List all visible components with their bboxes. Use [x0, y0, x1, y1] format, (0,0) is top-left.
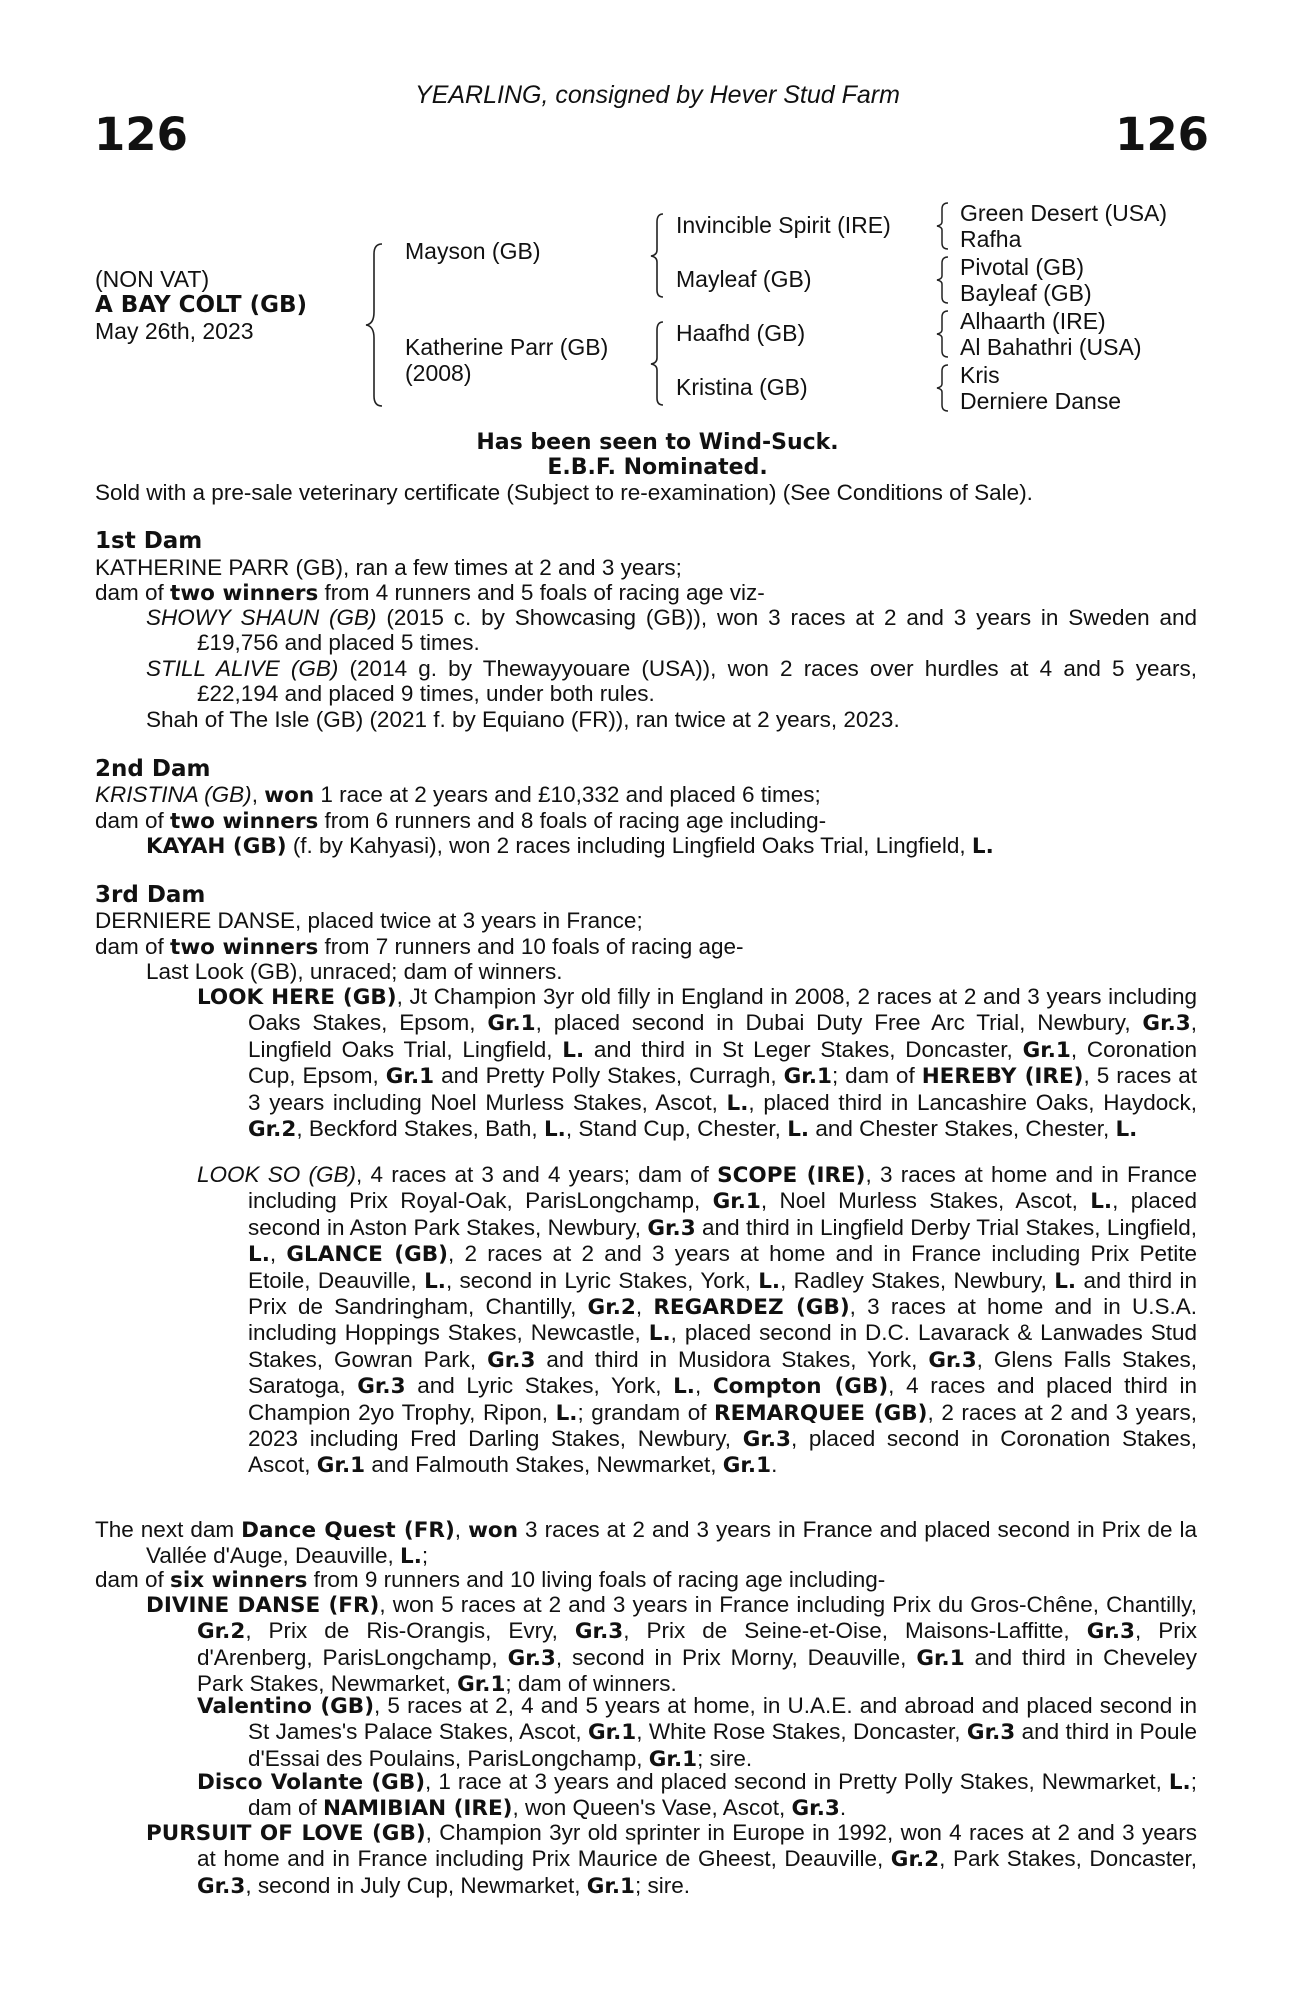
text-segment: , placed second in Aston Park Stakes, Newbury, [248, 1188, 1197, 1240]
bold-segment: NAMIBIAN (IRE) [323, 1796, 513, 1822]
text-segment: ; sire. [697, 1745, 753, 1771]
pedigree-brace-dam [645, 318, 675, 408]
text-segment: and third in St Leger Stakes, Doncaster, [584, 1036, 1023, 1062]
bold-segment: Gr.1 [712, 1189, 761, 1215]
ancestor-6: Al Bahathri (USA) [960, 334, 1142, 360]
text-segment: , Stand Cup, Chester, [565, 1116, 788, 1142]
third-dam-heading: 3rd Dam [95, 882, 206, 908]
dam-dam: Kristina (GB) [676, 374, 808, 400]
bold-segment: Gr.1 [586, 1873, 636, 1899]
text-segment: , [635, 1294, 654, 1320]
bold-segment: L. [1054, 1268, 1077, 1294]
bold-segment: L. [555, 1400, 578, 1426]
text-segment: , 3 races at home and in France including Prix Royal-Oak, ParisLongchamp, [248, 1162, 1198, 1214]
text-segment: , White Rose Stakes, Doncaster, [636, 1719, 967, 1745]
dam-name: Katherine Parr (GB) [405, 334, 609, 360]
ancestor-5: Alhaarth (IRE) [960, 308, 1106, 334]
ancestor-4: Bayleaf (GB) [960, 280, 1092, 306]
bold-segment: L. [543, 1117, 566, 1143]
bold-segment: L. [1115, 1117, 1138, 1143]
text-segment: and third in Cheveley Park Stakes, Newmarket, [197, 1644, 1197, 1697]
bold-segment: REGARDEZ (GB) [653, 1295, 850, 1321]
next-dam-line-2: dam of six winners from 9 runners and 10 living foals of racing age including- [95, 1567, 886, 1593]
bold-segment: Gr.1 [722, 1453, 772, 1479]
sire: Mayson (GB) [405, 238, 541, 264]
next-dam-progeny-pursuit-of-love [146, 1820, 1197, 1899]
bold-segment: Gr.1 [487, 1011, 536, 1037]
italic-segment: LOOK SO (GB) [197, 1162, 356, 1187]
ancestor-3: Pivotal (GB) [960, 254, 1084, 280]
ancestor-2: Rafha [960, 226, 1022, 252]
bold-segment: Gr.2 [248, 1117, 297, 1143]
text-segment: and third in Musidora Stakes, York, [535, 1346, 929, 1372]
text-segment: and third in Poule d'Essai des Poulains, ParisLongchamp, [248, 1719, 1198, 1771]
bold-segment: L. [248, 1242, 270, 1268]
next-dam-grandprogeny-valentino [197, 1693, 1198, 1772]
third-dam-grandprogeny-look-so [197, 1162, 1198, 1479]
second-dam-progeny-1: KAYAH (GB) (f. by Kahyasi), won 2 races including Lingfield Oaks Trial, Lingfield, L. [146, 833, 994, 859]
ancestor-1: Green Desert (USA) [960, 200, 1168, 226]
bold-segment: Compton (GB) [712, 1374, 889, 1400]
bold-segment: Gr.3 [1086, 1619, 1135, 1645]
bold-segment: Gr.3 [791, 1796, 840, 1822]
bold-segment: Gr.3 [197, 1873, 246, 1899]
bold-segment: Gr.1 [916, 1645, 965, 1671]
text-segment: , 3 races at home and in U.S.A. including Hoppings Stakes, Newcastle, [248, 1294, 1197, 1346]
next-dam-progeny-divine-danse [146, 1592, 1197, 1698]
text-segment: , [269, 1241, 287, 1267]
text-segment: , Park Stakes, Doncaster, [939, 1846, 1197, 1872]
text-segment: ; dam of [831, 1063, 922, 1089]
text-segment: ; dam of [248, 1769, 1197, 1821]
bold-segment: REMARQUEE (GB) [714, 1400, 928, 1426]
bold-segment: Gr.3 [574, 1619, 624, 1645]
text-segment: , won 5 races at 2 and 3 years in France including Prix du Gros-Chêne, Chantilly, [379, 1592, 1197, 1617]
bold-segment: Valentino (GB) [197, 1694, 375, 1719]
text-segment: . [839, 1795, 847, 1821]
bold-segment: Gr.3 [742, 1427, 792, 1453]
text-segment: , Noel Murless Stakes, Ascot, [760, 1188, 1091, 1214]
third-dam-grandprogeny-look-here [197, 984, 1197, 1143]
third-dam-progeny-1: Last Look (GB), unraced; dam of winners. [146, 959, 563, 984]
text-segment: , 4 races at 3 and 4 years; dam of [355, 1162, 718, 1187]
text-segment: , second in July Cup, Newmarket, [245, 1872, 587, 1898]
bold-segment: Gr.3 [966, 1720, 1016, 1746]
next-dam-intro [95, 1517, 1197, 1570]
brace-g4 [932, 362, 958, 414]
second-dam-line-1: KRISTINA (GB), won 1 race at 2 years and £10,332 and placed 6 times; [95, 782, 821, 808]
text-segment: , Prix de Seine-et-Oise, Maisons-Laffitte, [623, 1618, 1087, 1644]
text-segment: , placed second in D.C. Lavarack & Lanwades Stud Stakes, Gowran Park, [248, 1320, 1197, 1372]
bold-segment: GLANCE (GB) [286, 1242, 448, 1268]
vat-status: (NON VAT) [95, 266, 210, 292]
text-segment: 3 races at 2 and 3 years in France and placed second in Prix de la Vallée d'Auge, Deauville, [146, 1517, 1197, 1569]
first-dam-line-2: dam of two winners from 4 runners and 5 foals of racing age viz- [95, 580, 765, 606]
text-segment: , 1 race at 3 years and placed second in Pretty Polly Stakes, Newmarket, [425, 1769, 1169, 1794]
bold-segment: Gr.1 [316, 1453, 366, 1479]
first-dam-line-1: KATHERINE PARR (GB), ran a few times at 2 and 3 years; [95, 555, 682, 580]
text-segment: , Prix de Ris-Orangis, Evry, [245, 1618, 575, 1644]
sire-dam: Mayleaf (GB) [676, 266, 812, 292]
bold-segment: L. [787, 1117, 810, 1143]
bold-segment: Gr.3 [1142, 1011, 1191, 1037]
dam-year: (2008) [405, 360, 472, 386]
bold-segment: Gr.1 [457, 1672, 506, 1698]
text-segment: and Chester Stakes, Chester, [809, 1116, 1116, 1142]
bold-segment: Gr.3 [507, 1645, 556, 1671]
bold-segment: Gr.3 [487, 1347, 536, 1373]
text-segment: and Falmouth Stakes, Newmarket, [365, 1452, 723, 1478]
text-segment: , [694, 1373, 713, 1399]
text-segment: ; dam of winners. [505, 1671, 677, 1697]
bold-segment: Dance Quest (FR) [241, 1518, 455, 1543]
text-segment: , [454, 1517, 469, 1542]
bold-segment: Gr.3 [928, 1347, 977, 1373]
bold-segment: won [468, 1518, 519, 1543]
text-segment: The next dam [95, 1517, 242, 1542]
text-segment: ; grandam of [577, 1399, 715, 1425]
bold-segment: L. [726, 1090, 749, 1116]
foaling-date: May 26th, 2023 [95, 318, 254, 344]
bold-segment: Gr.3 [357, 1374, 406, 1400]
text-segment: , placed second in Coronation Stakes, Ascot, [248, 1426, 1197, 1478]
first-dam-heading: 1st Dam [95, 528, 203, 554]
text-segment: , Jt Champion 3yr old filly in England in 2008, 2 races at 2 and 3 years including Oaks Stakes, Epsom, [248, 984, 1197, 1036]
pedigree-brace-sire [645, 210, 675, 300]
text-segment: , Champion 3yr old sprinter in Europe in 1992, won 4 races at 2 and 3 years at home and in France including Prix Maurice de Gheest, Deauville, [197, 1820, 1197, 1872]
bold-segment: Gr.1 [385, 1064, 435, 1090]
brace-g3 [932, 308, 958, 360]
bold-segment: Gr.1 [783, 1064, 832, 1090]
text-segment: , Coronation Cup, Epsom, [248, 1036, 1197, 1089]
text-segment: and third in Lingfield Derby Trial Stakes, Lingfield, [695, 1214, 1198, 1240]
text-segment: and third in Prix de Sandringham, Chantilly, [248, 1267, 1197, 1320]
bold-segment: L. [1168, 1770, 1191, 1795]
third-dam-line-2: dam of two winners from 7 runners and 10 foals of racing age- [95, 934, 744, 960]
second-dam-line-2: dam of two winners from 6 runners and 8 foals of racing age including- [95, 808, 827, 834]
sire-sire: Invincible Spirit (IRE) [676, 212, 891, 238]
bold-segment: L. [400, 1544, 422, 1570]
text-segment: , 4 races and placed third in Champion 2yo Trophy, Ripon, [248, 1373, 1197, 1425]
bold-segment: L. [758, 1268, 781, 1294]
first-dam-progeny-3: Shah of The Isle (GB) (2021 f. by Equiano (FR)), ran twice at 2 years, 2023. [146, 707, 900, 732]
text-segment: , Radley Stakes, Newbury, [780, 1267, 1055, 1293]
bold-segment: HEREBY (IRE) [921, 1064, 1084, 1090]
text-segment: , second in Lyric Stakes, York, [445, 1267, 759, 1293]
text-segment: and Lyric Stakes, York, [405, 1373, 674, 1399]
page-header: YEARLING, consigned by Hever Stud Farm [415, 81, 900, 109]
bold-segment: L. [1090, 1189, 1113, 1215]
bold-segment: Gr.2 [587, 1295, 636, 1321]
ebf-note: E.B.F. Nominated. [547, 455, 768, 480]
vet-certificate-note: Sold with a pre-sale veterinary certificate (Subject to re-examination) (See Conditions of Sale). [95, 480, 1033, 505]
text-segment: , 2 races at 2 and 3 years, 2023 including Fred Darling Stakes, Newbury, [248, 1399, 1197, 1452]
text-segment: , Prix d'Arenberg, ParisLongchamp, [197, 1618, 1197, 1670]
horse-name: A BAY COLT (GB) [95, 292, 308, 318]
text-segment: . [771, 1452, 778, 1478]
text-segment: , Glens Falls Stakes, Saratoga, [248, 1346, 1197, 1399]
pedigree-brace-main [360, 240, 400, 410]
text-segment: , second in Prix Morny, Deauville, [555, 1644, 917, 1670]
bold-segment: DIVINE DANSE (FR) [146, 1593, 380, 1618]
text-segment: , placed second in Dubai Duty Free Arc Trial, Newbury, [535, 1010, 1143, 1036]
first-dam-progeny-2: STILL ALIVE (GB) (2014 g. by Thewayyouare (USA)), won 2 races over hurdles at 4 and 5 years, £22,194 and placed 9 times, under both rules. [146, 656, 1197, 707]
bold-segment: Gr.1 [648, 1746, 698, 1772]
brace-g2 [932, 254, 958, 306]
wind-suck-note: Has been seen to Wind-Suck. [476, 430, 839, 455]
lot-number-right: 126 [1115, 108, 1209, 161]
first-dam-progeny-1: SHOWY SHAUN (GB) (2015 c. by Showcasing (GB)), won 3 races at 2 and 3 years in Sweden and £19,756 and placed 5 times. [146, 605, 1197, 656]
brace-g1 [932, 200, 958, 252]
text-segment: ; sire. [635, 1872, 691, 1898]
bold-segment: L. [424, 1268, 446, 1294]
bold-segment: Gr.2 [890, 1847, 940, 1873]
lot-number-left: 126 [94, 108, 188, 161]
ancestor-8: Derniere Danse [960, 388, 1122, 414]
text-segment: , 5 races at 3 years including Noel Murless Stakes, Ascot, [248, 1063, 1197, 1115]
bold-segment: L. [673, 1374, 695, 1400]
bold-segment: L. [562, 1037, 585, 1063]
text-segment: , Lingfield Oaks Trial, Lingfield, [248, 1010, 1197, 1062]
next-dam-grandprogeny-disco-volante [197, 1769, 1197, 1822]
dam-sire: Haafhd (GB) [676, 320, 806, 346]
text-segment: , 5 races at 2, 4 and 5 years at home, in U.A.E. and abroad and placed second in St James's Palace Stakes, Ascot, [248, 1693, 1197, 1745]
text-segment: and Pretty Polly Stakes, Curragh, [434, 1063, 784, 1089]
bold-segment: Gr.2 [197, 1619, 246, 1645]
ancestor-7: Kris [960, 362, 1000, 388]
bold-segment: Gr.1 [587, 1720, 637, 1746]
text-segment: , Beckford Stakes, Bath, [296, 1116, 544, 1142]
second-dam-heading: 2nd Dam [95, 756, 211, 782]
text-segment: , placed third in Lancashire Oaks, Haydock, [748, 1089, 1197, 1115]
text-segment: , won Queen's Vase, Ascot, [512, 1795, 792, 1821]
bold-segment: Gr.3 [647, 1215, 696, 1241]
bold-segment: L. [648, 1321, 671, 1347]
bold-segment: SCOPE (IRE) [717, 1163, 866, 1188]
third-dam-line-1: DERNIERE DANSE, placed twice at 3 years in France; [95, 908, 643, 933]
text-segment: , 2 races at 2 and 3 years at home and in France including Prix Petite Etoile, Deauville, [248, 1241, 1197, 1293]
text-segment: ; [421, 1543, 429, 1569]
bold-segment: LOOK HERE (GB) [197, 985, 397, 1010]
bold-segment: Gr.1 [1022, 1037, 1071, 1063]
bold-segment: Disco Volante (GB) [197, 1770, 426, 1795]
bold-segment: PURSUIT OF LOVE (GB) [146, 1821, 426, 1846]
